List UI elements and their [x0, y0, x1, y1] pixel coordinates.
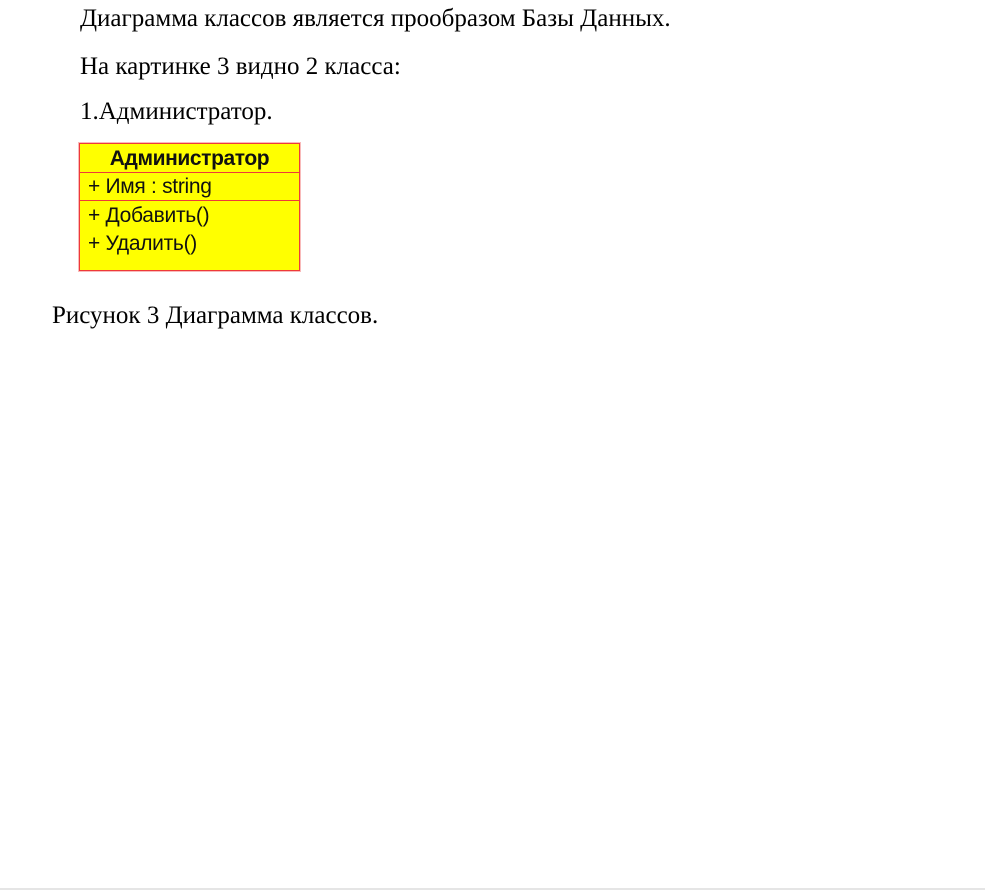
uml-operation: + Удалить(): [88, 232, 197, 255]
paragraph-classes-count: На картинке 3 видно 2 класса:: [80, 53, 401, 80]
uml-class-name: Администратор: [80, 144, 299, 173]
uml-attribute: + Имя : string: [88, 175, 212, 198]
uml-operation: + Добавить(): [88, 204, 210, 227]
uml-class-box: [79, 143, 300, 271]
uml-attributes-section: [80, 173, 299, 201]
uml-operations-section: [80, 201, 299, 258]
paragraph-intro: Диаграмма классов является прообразом Базы Данных.: [80, 5, 671, 32]
figure-caption: Рисунок 3 Диаграмма классов.: [52, 302, 379, 329]
paragraph-list-item-1: 1.Администратор.: [80, 98, 273, 125]
